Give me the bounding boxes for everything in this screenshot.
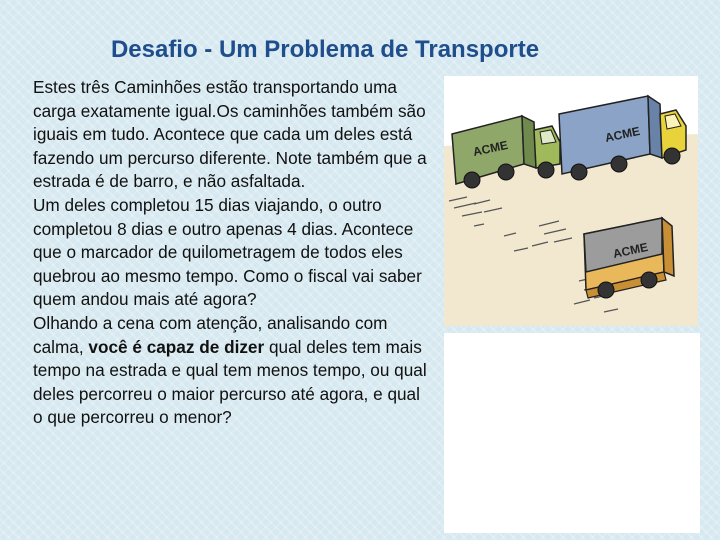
- svg-text:ACME: ACME: [611, 239, 650, 261]
- body-text: [33, 76, 433, 430]
- challenge-emphasis: você é capaz de dizer: [88, 336, 265, 357]
- challenge-start: Olhando a cena com atenção, analisando com calma,: [33, 312, 388, 357]
- paragraph-challenge: [33, 312, 433, 430]
- svg-text:ACME: ACME: [603, 123, 642, 145]
- trucks-illustration: [444, 76, 698, 326]
- challenge-end: qual deles tem mais tempo na estrada e qual tem menos tempo, ou qual deles percorreu o maior percurso até agora, e qual o que percorreu o menor?: [33, 336, 427, 428]
- paragraph-intro: Estes três Caminhões estão transportando uma carga exatamente igual.Os caminhões também são iguais em tudo. Acontece que cada um deles está fazendo um percurso diferente. Note também que a estrada é de barro, e não asfaltada.: [33, 77, 427, 192]
- svg-text:ACME: ACME: [471, 137, 510, 159]
- blank-image-panel: [444, 333, 700, 533]
- paragraph-question: Um deles completou 15 dias viajando, o outro completou 8 dias e outro apenas 4 dias. Acontece que o marcador de quilometragem de todos eles quebrou ao mesmo tempo. Como o fiscal vai saber quem andou mais até agora?: [33, 194, 422, 310]
- truck-green: [452, 116, 560, 188]
- slide-title: Desafio - Um Problema de Transporte: [110, 36, 540, 63]
- trucks-drawing: [444, 76, 698, 326]
